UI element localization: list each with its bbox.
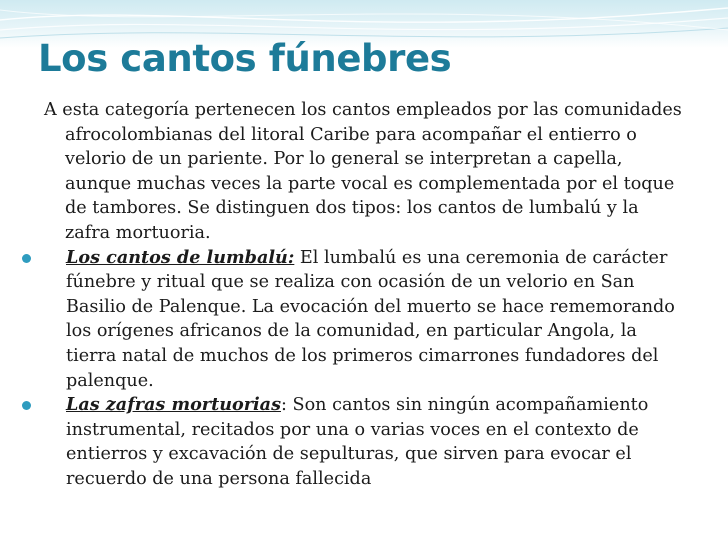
slide-body [44, 98, 688, 492]
bullet-icon [22, 254, 31, 263]
bullet-icon [22, 401, 31, 410]
bullet-text: El lumbalú es una ceremonia de carácter fúnebre y ritual que se realiza con ocasión de un velorio en San Basilio de Palenque. La evocación del muerto se hace rememorando los orígenes africanos de la comunidad, en particular Angola, la tierra natal de muchos de los primeros cimarrones fundadores del palenque. [66, 247, 675, 391]
bullet-item-lumbalu [44, 246, 688, 394]
intro-paragraph: A esta categoría pertenecen los cantos empleados por las comunidades afrocolombianas del litoral Caribe para acompañar el entierro o velorio de un pariente. Por lo general se interpretan a capella, aunque muchas veces la parte vocal es complementada por el toque de tambores. Se distinguen dos tipos: los cantos de lumbalú y la zafra mortuoria. [44, 100, 682, 243]
bullet-item-zafras [44, 393, 688, 491]
bullet-term: Los cantos de lumbalú: [66, 246, 295, 268]
slide-title: Los cantos fúnebres [38, 37, 452, 80]
bullet-term: Las zafras mortuorias [66, 394, 281, 416]
bullet-text: : Son cantos sin ningún acompañamiento instrumental, recitados por una o varias voces en el contexto de entierros y excavación de sepulturas, que sirven para evocar el recuerdo de una persona fallecida [66, 395, 649, 489]
